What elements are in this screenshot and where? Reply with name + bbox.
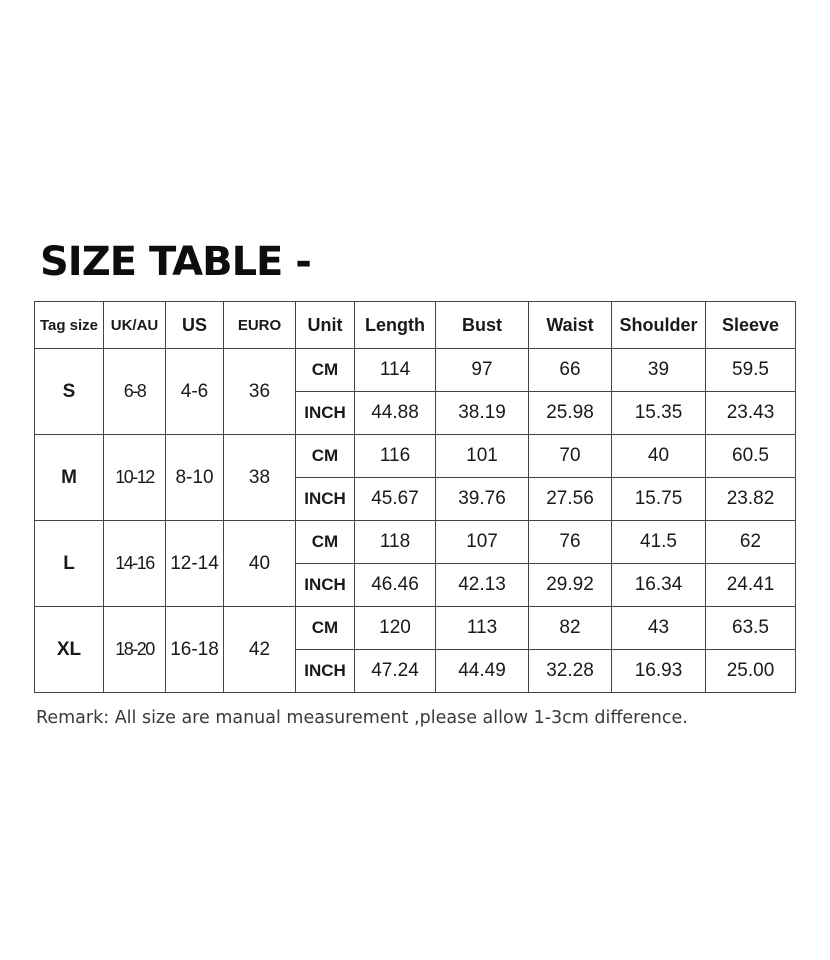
us-cell: 8-10	[166, 435, 224, 521]
bust-cell: 97	[436, 349, 529, 392]
euro-cell: 38	[224, 435, 296, 521]
uk-au-cell: 10-12	[104, 435, 166, 521]
sleeve-cell: 59.5	[706, 349, 796, 392]
sleeve-cell: 25.00	[706, 650, 796, 693]
shoulder-cell: 15.75	[612, 478, 706, 521]
shoulder-cell: 40	[612, 435, 706, 478]
table-row-m-cm	[35, 435, 796, 478]
waist-cell: 29.92	[529, 564, 612, 607]
euro-cell: 42	[224, 607, 296, 693]
tag-size-cell: M	[35, 435, 104, 521]
unit-cell: INCH	[296, 650, 355, 693]
shoulder-cell: 43	[612, 607, 706, 650]
sleeve-cell: 24.41	[706, 564, 796, 607]
uk-au-cell: 6-8	[104, 349, 166, 435]
page-title: SIZE TABLE -	[40, 239, 311, 285]
sleeve-cell: 63.5	[706, 607, 796, 650]
col-header-sleeve: Sleeve	[706, 302, 796, 349]
shoulder-cell: 41.5	[612, 521, 706, 564]
us-cell: 16-18	[166, 607, 224, 693]
length-cell: 45.67	[355, 478, 436, 521]
bust-cell: 113	[436, 607, 529, 650]
tag-size-cell: L	[35, 521, 104, 607]
us-cell: 4-6	[166, 349, 224, 435]
unit-cell: INCH	[296, 478, 355, 521]
unit-cell: CM	[296, 435, 355, 478]
unit-cell: CM	[296, 607, 355, 650]
col-header-unit: Unit	[296, 302, 355, 349]
shoulder-cell: 39	[612, 349, 706, 392]
waist-cell: 25.98	[529, 392, 612, 435]
waist-cell: 66	[529, 349, 612, 392]
sleeve-cell: 23.82	[706, 478, 796, 521]
length-cell: 114	[355, 349, 436, 392]
us-cell: 12-14	[166, 521, 224, 607]
length-cell: 47.24	[355, 650, 436, 693]
shoulder-cell: 16.93	[612, 650, 706, 693]
col-header-shoulder: Shoulder	[612, 302, 706, 349]
col-header-us: US	[166, 302, 224, 349]
waist-cell: 82	[529, 607, 612, 650]
length-cell: 46.46	[355, 564, 436, 607]
tag-size-cell: XL	[35, 607, 104, 693]
unit-cell: CM	[296, 349, 355, 392]
unit-cell: CM	[296, 521, 355, 564]
unit-cell: INCH	[296, 392, 355, 435]
waist-cell: 27.56	[529, 478, 612, 521]
unit-cell: INCH	[296, 564, 355, 607]
bust-cell: 101	[436, 435, 529, 478]
sleeve-cell: 60.5	[706, 435, 796, 478]
tag-size-cell: S	[35, 349, 104, 435]
sleeve-cell: 62	[706, 521, 796, 564]
col-header-uk-au: UK/AU	[104, 302, 166, 349]
size-table	[34, 301, 796, 693]
table-row-l-cm	[35, 521, 796, 564]
bust-cell: 39.76	[436, 478, 529, 521]
col-header-length: Length	[355, 302, 436, 349]
waist-cell: 70	[529, 435, 612, 478]
uk-au-cell: 18-20	[104, 607, 166, 693]
bust-cell: 44.49	[436, 650, 529, 693]
length-cell: 120	[355, 607, 436, 650]
shoulder-cell: 16.34	[612, 564, 706, 607]
bust-cell: 42.13	[436, 564, 529, 607]
length-cell: 118	[355, 521, 436, 564]
waist-cell: 76	[529, 521, 612, 564]
shoulder-cell: 15.35	[612, 392, 706, 435]
col-header-bust: Bust	[436, 302, 529, 349]
euro-cell: 36	[224, 349, 296, 435]
col-header-tag-size: Tag size	[35, 302, 104, 349]
sleeve-cell: 23.43	[706, 392, 796, 435]
col-header-euro: EURO	[224, 302, 296, 349]
length-cell: 44.88	[355, 392, 436, 435]
bust-cell: 107	[436, 521, 529, 564]
uk-au-cell: 14-16	[104, 521, 166, 607]
length-cell: 116	[355, 435, 436, 478]
bust-cell: 38.19	[436, 392, 529, 435]
table-row-s-cm	[35, 349, 796, 392]
table-row-xl-cm	[35, 607, 796, 650]
header-row	[35, 302, 796, 349]
col-header-waist: Waist	[529, 302, 612, 349]
waist-cell: 32.28	[529, 650, 612, 693]
remark-note: Remark: All size are manual measurement ,please allow 1-3cm difference.	[36, 708, 688, 728]
euro-cell: 40	[224, 521, 296, 607]
